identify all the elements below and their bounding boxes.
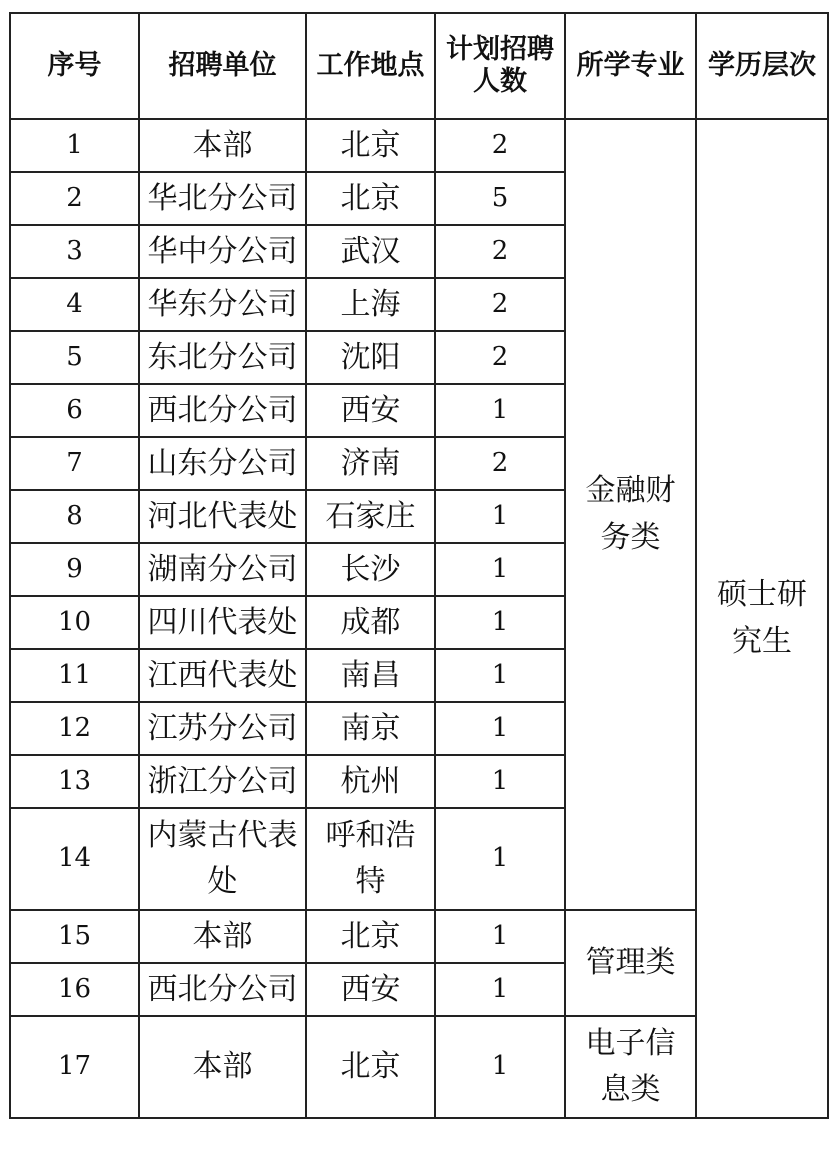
cell-seq: 7 (10, 437, 139, 490)
header-location: 工作地点 (306, 13, 435, 119)
cell-seq: 17 (10, 1016, 139, 1118)
cell-unit: 浙江分公司 (139, 755, 306, 808)
cell-count: 1 (435, 1016, 565, 1118)
cell-major-finance (565, 119, 696, 910)
cell-seq: 3 (10, 225, 139, 278)
cell-seq: 10 (10, 596, 139, 649)
header-major: 所学专业 (565, 13, 696, 119)
cell-count: 2 (435, 225, 565, 278)
cell-seq: 8 (10, 490, 139, 543)
header-row (10, 13, 828, 119)
cell-seq: 2 (10, 172, 139, 225)
cell-seq: 4 (10, 278, 139, 331)
cell-unit: 华东分公司 (139, 278, 306, 331)
cell-seq: 12 (10, 702, 139, 755)
cell-unit: 本部 (139, 1016, 306, 1118)
cell-unit: 华北分公司 (139, 172, 306, 225)
cell-unit: 内蒙古代表处 (139, 808, 306, 910)
cell-degree (696, 119, 828, 1118)
cell-seq: 14 (10, 808, 139, 910)
cell-count: 1 (435, 649, 565, 702)
cell-count: 1 (435, 384, 565, 437)
cell-seq: 11 (10, 649, 139, 702)
cell-location (306, 808, 435, 910)
cell-unit: 华中分公司 (139, 225, 306, 278)
cell-count: 1 (435, 702, 565, 755)
cell-count: 1 (435, 596, 565, 649)
cell-unit: 湖南分公司 (139, 543, 306, 596)
cell-unit: 西北分公司 (139, 384, 306, 437)
cell-count: 1 (435, 963, 565, 1016)
cell-count: 1 (435, 543, 565, 596)
cell-major-electronic (565, 1016, 696, 1118)
cell-count: 2 (435, 331, 565, 384)
cell-location: 上海 (306, 278, 435, 331)
cell-count: 1 (435, 808, 565, 910)
cell-major-management: 管理类 (565, 910, 696, 1016)
cell-location: 北京 (306, 910, 435, 963)
cell-location: 南昌 (306, 649, 435, 702)
cell-location: 武汉 (306, 225, 435, 278)
location-text: 呼和浩特 (325, 817, 416, 899)
cell-seq: 5 (10, 331, 139, 384)
cell-unit: 江苏分公司 (139, 702, 306, 755)
cell-location: 北京 (306, 119, 435, 172)
cell-location: 西安 (306, 384, 435, 437)
cell-location: 北京 (306, 1016, 435, 1118)
header-degree: 学历层次 (696, 13, 828, 119)
cell-count: 1 (435, 755, 565, 808)
cell-count: 1 (435, 490, 565, 543)
cell-unit: 河北代表处 (139, 490, 306, 543)
cell-count: 2 (435, 119, 565, 172)
recruitment-table (9, 12, 829, 1119)
cell-location: 西安 (306, 963, 435, 1016)
cell-location: 杭州 (306, 755, 435, 808)
major-finance-text: 金融财务类 (585, 473, 676, 555)
header-unit: 招聘单位 (139, 13, 306, 119)
cell-unit: 四川代表处 (139, 596, 306, 649)
cell-unit: 本部 (139, 910, 306, 963)
cell-unit: 东北分公司 (139, 331, 306, 384)
cell-count: 2 (435, 437, 565, 490)
cell-seq: 13 (10, 755, 139, 808)
major-electronic-text: 电子信息类 (585, 1025, 676, 1107)
cell-seq: 9 (10, 543, 139, 596)
cell-unit: 江西代表处 (139, 649, 306, 702)
cell-seq: 6 (10, 384, 139, 437)
cell-location: 沈阳 (306, 331, 435, 384)
cell-count: 1 (435, 910, 565, 963)
cell-location: 济南 (306, 437, 435, 490)
cell-location: 长沙 (306, 543, 435, 596)
cell-count: 5 (435, 172, 565, 225)
table-row (10, 119, 828, 172)
cell-location: 成都 (306, 596, 435, 649)
cell-seq: 15 (10, 910, 139, 963)
cell-location: 石家庄 (306, 490, 435, 543)
header-count: 计划招聘人数 (435, 13, 565, 119)
cell-seq: 16 (10, 963, 139, 1016)
cell-count: 2 (435, 278, 565, 331)
cell-unit: 本部 (139, 119, 306, 172)
cell-unit: 山东分公司 (139, 437, 306, 490)
cell-seq: 1 (10, 119, 139, 172)
cell-unit: 西北分公司 (139, 963, 306, 1016)
degree-text: 硕士研究生 (717, 577, 807, 659)
cell-location: 北京 (306, 172, 435, 225)
cell-location: 南京 (306, 702, 435, 755)
header-seq: 序号 (10, 13, 139, 119)
